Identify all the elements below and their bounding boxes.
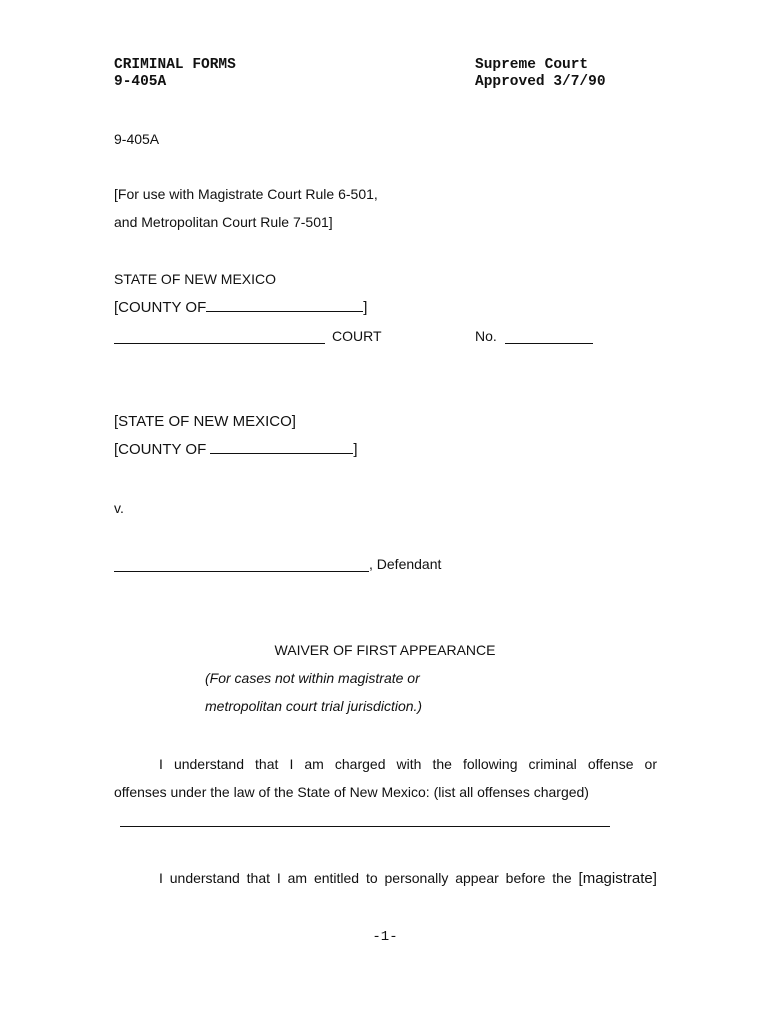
body-word: understand: [169, 870, 240, 886]
plaintiff-county-close-bracket: ]: [353, 441, 358, 458]
body-word: personally: [384, 870, 449, 886]
body-word: the: [432, 756, 452, 772]
usage-note-line1: [For use with Magistrate Court Rule 6-501,: [114, 186, 378, 202]
versus-label: v.: [114, 500, 124, 516]
paragraph1-line2: offenses under the law of the State of New Mexico: (list all offenses charged): [114, 784, 589, 800]
court-label: COURT: [332, 328, 382, 344]
plaintiff-county-line: [114, 441, 358, 458]
body-word: I: [159, 870, 163, 886]
body-word: am: [287, 870, 308, 886]
body-word: to: [365, 870, 378, 886]
body-word: [magistrate]: [578, 870, 657, 887]
offenses-blank[interactable]: [120, 826, 610, 827]
subtitle-line2: metropolitan court trial jurisdiction.): [205, 698, 423, 714]
form-number: 9-405A: [114, 131, 160, 147]
body-word: with: [396, 756, 422, 772]
court-name-blank[interactable]: [114, 343, 325, 344]
page-number: -1-: [372, 929, 398, 945]
plaintiff-county-open-label: [COUNTY OF: [114, 441, 207, 458]
caption-state: STATE OF NEW MEXICO: [114, 271, 277, 287]
body-word: the: [552, 870, 572, 886]
body-word: offense: [587, 756, 634, 772]
body-word: I: [289, 756, 294, 772]
case-no-blank[interactable]: [505, 343, 593, 344]
county-blank[interactable]: [206, 310, 363, 312]
header-left-line2: 9-405A: [114, 74, 167, 90]
header-right-line1: Supreme Court: [475, 57, 589, 73]
body-word: appear: [455, 870, 499, 886]
header-left-line1: CRIMINAL FORMS: [114, 57, 236, 73]
body-word: that: [255, 756, 279, 772]
case-no-label: No.: [475, 328, 497, 344]
document-title: WAIVER OF FIRST APPEARANCE: [274, 642, 496, 658]
body-word: criminal: [528, 756, 577, 772]
defendant-label: , Defendant: [369, 556, 442, 572]
plaintiff-state: [STATE OF NEW MEXICO]: [114, 413, 296, 430]
body-word: charged: [334, 756, 386, 772]
paragraph2-line1: [159, 870, 657, 887]
body-word: understand: [173, 756, 244, 772]
body-word: that: [246, 870, 271, 886]
body-word: I: [159, 756, 163, 772]
header-right-line2: Approved 3/7/90: [475, 74, 606, 90]
caption-county-line: [114, 299, 367, 316]
defendant-name-blank[interactable]: [114, 571, 369, 572]
body-word: before: [505, 870, 546, 886]
subtitle-line1: (For cases not within magistrate or: [205, 670, 420, 686]
paragraph1-line1: [159, 756, 657, 772]
county-open-label: [COUNTY OF: [114, 299, 207, 316]
body-word: am: [304, 756, 324, 772]
county-close-bracket: ]: [363, 299, 368, 316]
plaintiff-county-blank[interactable]: [210, 452, 353, 454]
body-word: following: [463, 756, 518, 772]
body-word: or: [644, 756, 657, 772]
body-word: entitled: [313, 870, 360, 886]
usage-note-line2: and Metropolitan Court Rule 7-501]: [114, 214, 333, 230]
body-word: I: [276, 870, 281, 886]
